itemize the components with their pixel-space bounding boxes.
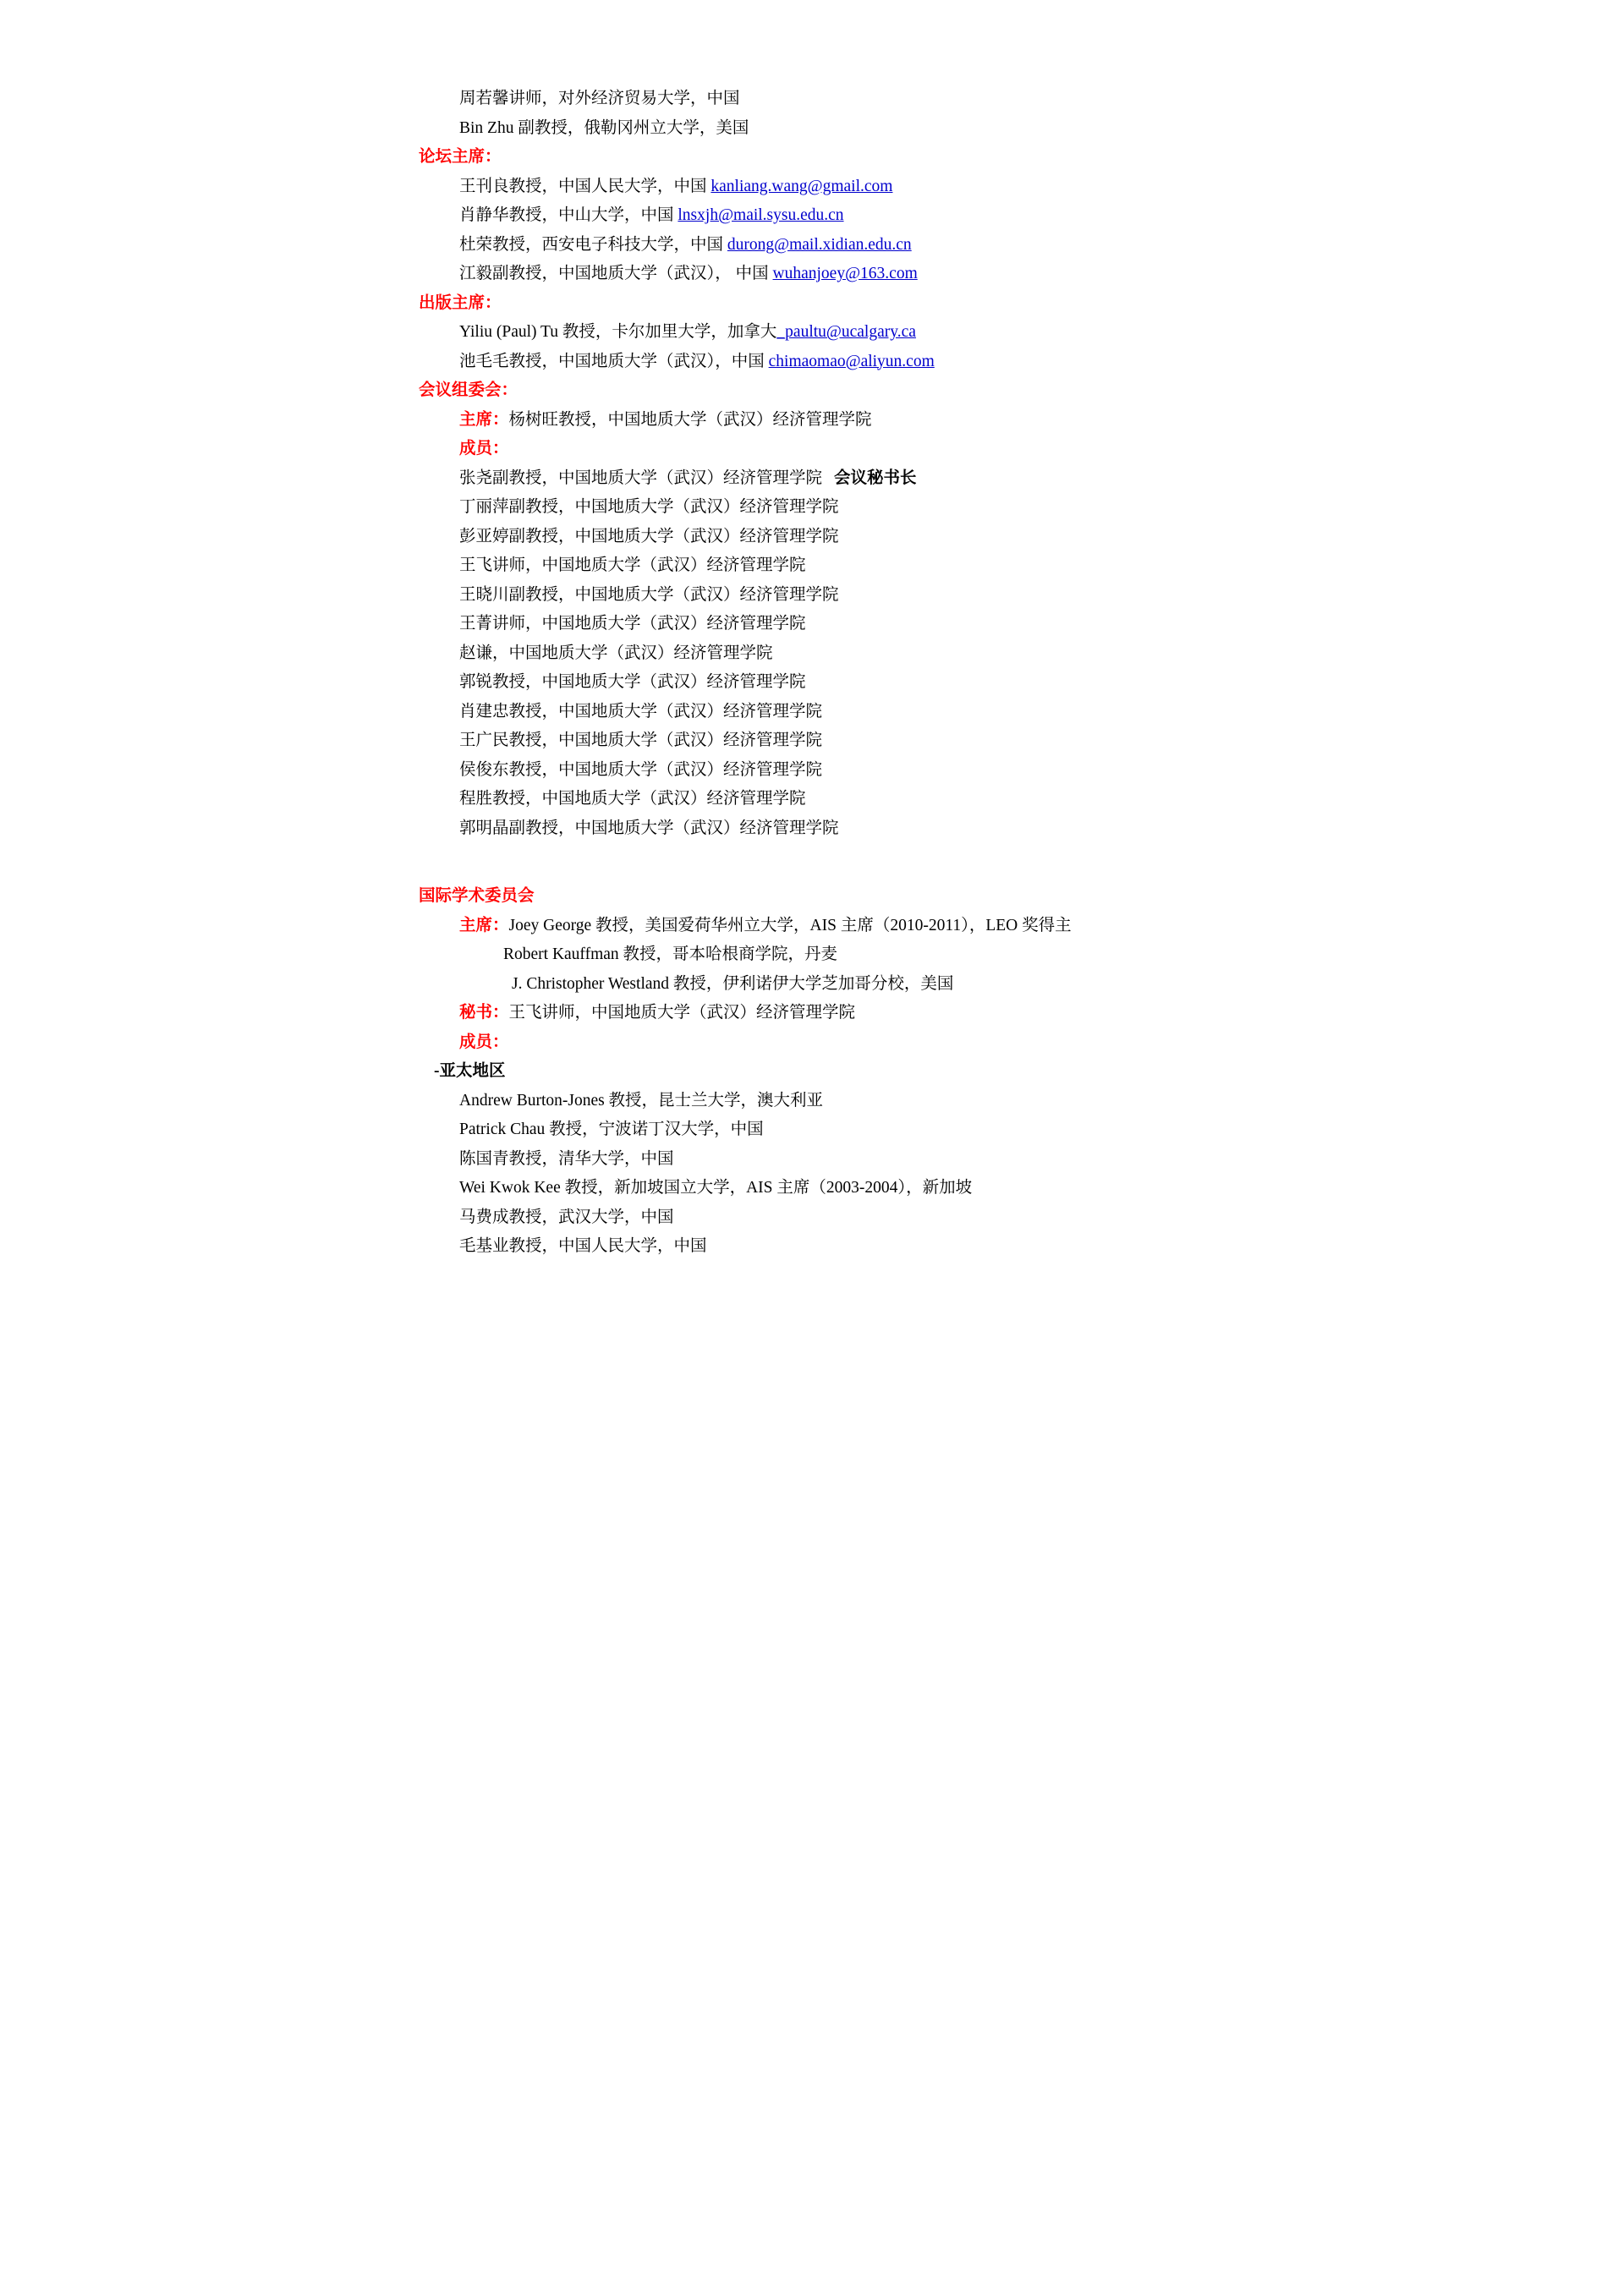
list-item: 程胜教授，中国地质大学（武汉）经济管理学院: [459, 790, 806, 808]
chair-label: 主席：: [459, 410, 509, 429]
member-role: 会议秘书长: [834, 469, 917, 487]
list-item: [419, 318, 1205, 348]
email-link[interactable]: lnsxjh@mail.sysu.edu.cn: [678, 206, 844, 224]
entry-text: 池毛毛教授，中国地质大学（武汉），中国: [459, 352, 769, 370]
chair-value: Joey George 教授，美国爱荷华州立大学，AIS 主席（2010-2011），LEO 奖得主: [508, 916, 1072, 934]
section-heading-forum-chairs: 论坛主席：: [419, 148, 502, 166]
list-item: Wei Kwok Kee 教授，新加坡国立大学，AIS 主席（2003-2004），新加坡: [459, 1179, 973, 1197]
email-link[interactable]: kanliang.wang@gmail.com: [710, 177, 893, 195]
list-item: 王晓川副教授，中国地质大学（武汉）经济管理学院: [459, 585, 839, 604]
list-item: [419, 260, 1205, 289]
list-item: 王飞讲师，中国地质大学（武汉）经济管理学院: [459, 556, 806, 574]
email-link[interactable]: durong@mail.xidian.edu.cn: [727, 235, 912, 254]
list-item: 肖建忠教授，中国地质大学（武汉）经济管理学院: [459, 702, 823, 721]
list-item: Andrew Burton-Jones 教授，昆士兰大学，澳大利亚: [459, 1091, 824, 1110]
entry-text: 杜荣教授，西安电子科技大学，中国: [459, 235, 727, 254]
list-item: 马费成教授，武汉大学，中国: [459, 1208, 674, 1226]
list-item: [419, 348, 1205, 377]
spacer: [419, 843, 1205, 882]
chair-label: 主席：: [459, 916, 509, 934]
members-label: 成员：: [459, 1033, 509, 1051]
entry-text: Yiliu (Paul) Tu 教授，卡尔加里大学，加拿大: [459, 323, 777, 341]
list-item: 郭明晶副教授，中国地质大学（武汉）经济管理学院: [459, 819, 839, 837]
entry-text: 肖静华教授，中山大学，中国: [459, 206, 678, 224]
list-item: 陈国青教授，清华大学，中国: [459, 1149, 674, 1168]
section-heading-intl-committee: 国际学术委员会: [419, 887, 535, 905]
list-item: 丁丽萍副教授，中国地质大学（武汉）经济管理学院: [459, 498, 839, 516]
entry-text: 江毅副教授，中国地质大学（武汉）， 中国: [459, 265, 773, 282]
chair-value: 杨树旺教授，中国地质大学（武汉）经济管理学院: [508, 410, 872, 429]
email-link[interactable]: _paultu@ucalgary.ca: [776, 323, 916, 341]
org-committee-chair: [419, 406, 1205, 436]
list-item: 郭锐教授，中国地质大学（武汉）经济管理学院: [459, 673, 806, 691]
list-item: 彭亚婷副教授，中国地质大学（武汉）经济管理学院: [459, 527, 839, 545]
list-item: [419, 231, 1205, 260]
list-item: Patrick Chau 教授，宁波诺丁汉大学，中国: [459, 1121, 764, 1138]
members-label: 成员：: [459, 440, 509, 458]
email-link[interactable]: wuhanjoey@163.com: [772, 265, 918, 282]
entry-text: 王刊良教授，中国人民大学，中国: [459, 177, 711, 195]
list-item: 王广民教授，中国地质大学（武汉）经济管理学院: [459, 732, 823, 749]
secretary-label: 秘书：: [459, 1004, 509, 1022]
list-item: J. Christopher Westland 教授，伊利诺伊大学芝加哥分校，美国: [512, 974, 954, 993]
list-item: [419, 464, 1205, 494]
intl-chair: [419, 912, 1205, 941]
document-page: [338, 0, 1286, 1339]
section-heading-org-committee: 会议组委会：: [419, 381, 518, 399]
section-heading-publication-chairs: 出版主席：: [419, 293, 502, 312]
list-item: 毛基业教授，中国人民大学，中国: [459, 1237, 707, 1255]
email-link[interactable]: chimaomao@aliyun.com: [768, 352, 935, 370]
list-item: 侯俊东教授，中国地质大学（武汉）经济管理学院: [459, 760, 823, 779]
list-item: Robert Kauffman 教授，哥本哈根商学院，丹麦: [503, 945, 838, 963]
intl-members-label: [419, 1028, 1205, 1058]
member-name: 张尧副教授，中国地质大学（武汉）经济管理学院: [459, 469, 823, 487]
list-item: 赵谦，中国地质大学（武汉）经济管理学院: [459, 644, 773, 662]
list-item: 王菁讲师，中国地质大学（武汉）经济管理学院: [459, 615, 806, 633]
list-item: Bin Zhu 副教授，俄勒冈州立大学，美国: [459, 118, 749, 137]
list-item: [419, 173, 1205, 202]
region-label-asia-pacific: -亚太地区: [434, 1062, 506, 1080]
list-item: 周若馨讲师，对外经济贸易大学，中国: [459, 90, 740, 107]
secretary-value: 王飞讲师，中国地质大学（武汉）经济管理学院: [508, 1004, 856, 1022]
list-item: [419, 201, 1205, 231]
intl-secretary: [419, 999, 1205, 1028]
org-committee-members-label: [419, 435, 1205, 464]
